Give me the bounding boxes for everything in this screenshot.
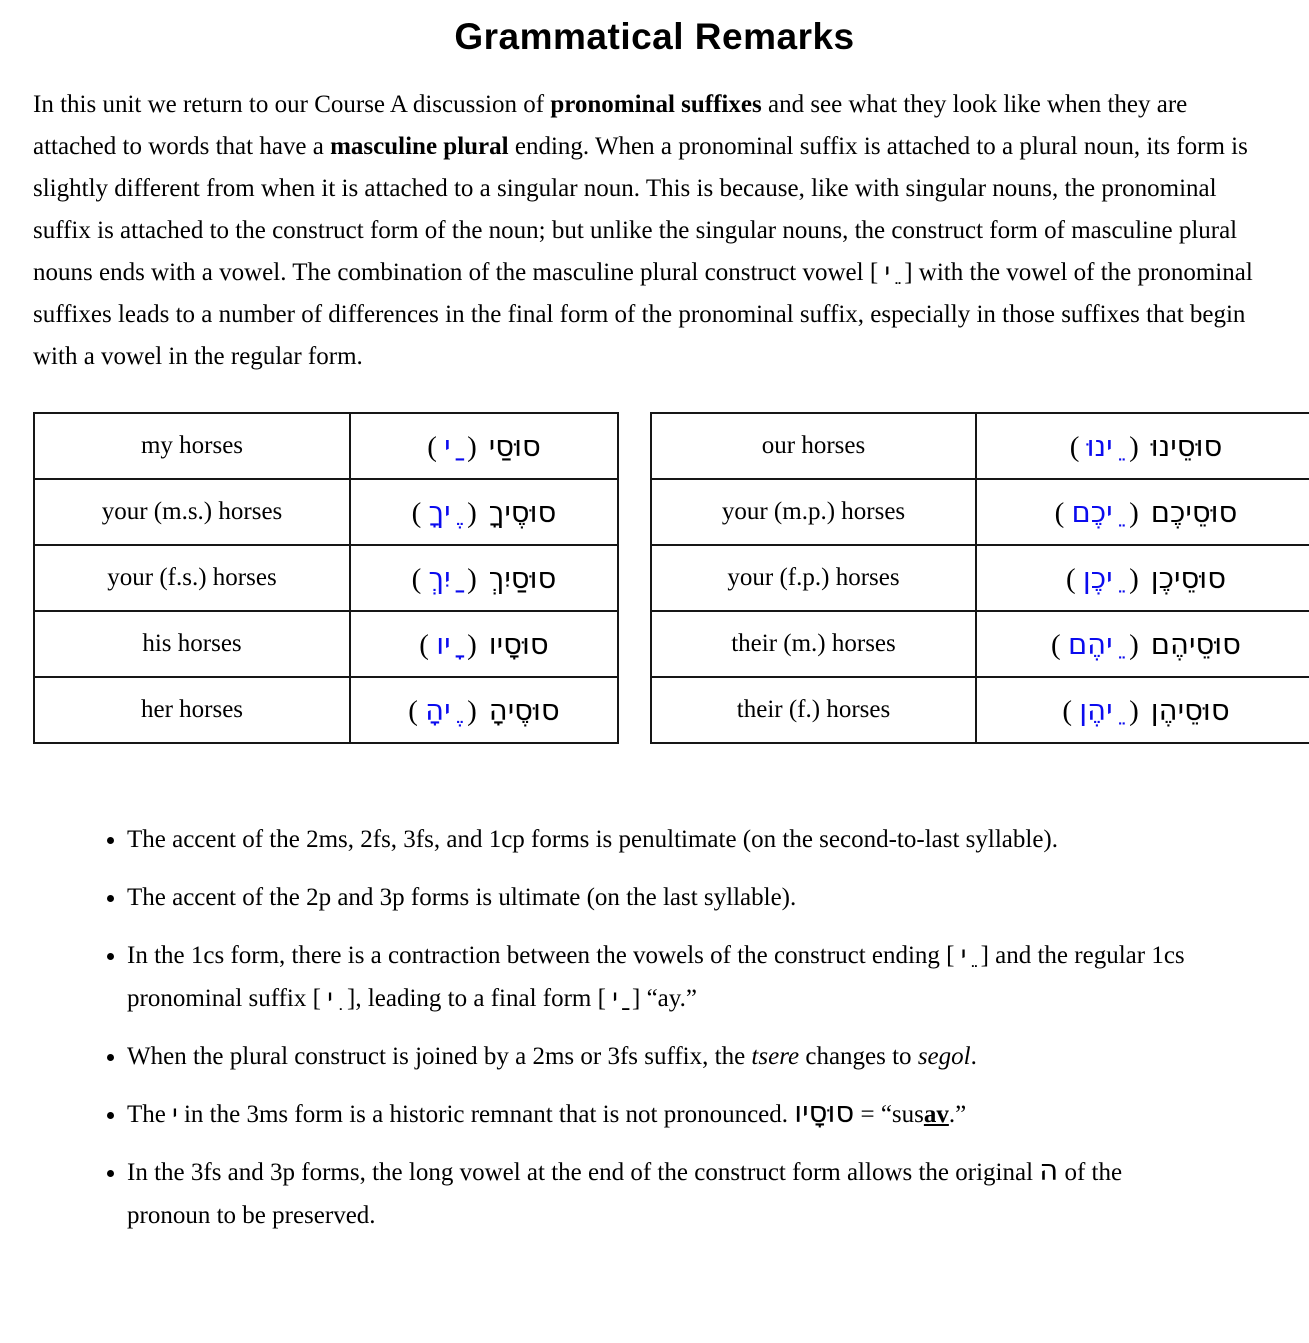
hebrew-form-cell bbox=[976, 545, 1309, 611]
hebrew-form-cell bbox=[350, 611, 618, 677]
hebrew-patach-yod: ַי bbox=[612, 983, 626, 1012]
note-text: The accent of the 2p and 3p forms is ultimate (on the last syllable). bbox=[127, 884, 797, 911]
hebrew-word: סוּסַיִךְ bbox=[488, 560, 557, 595]
hebrew-form-cell bbox=[350, 413, 618, 479]
intro-text: ] with the vowel of the pronominal suffixes leads to a number of differences in the final form of the pronominal suffix, especially in those suffixes that begin with a vowel in the regular form. bbox=[33, 259, 1253, 370]
paren-close: ) bbox=[1121, 430, 1139, 463]
pronoun-label: their (m.) horses bbox=[651, 611, 976, 677]
hebrew-form-cell bbox=[976, 677, 1309, 743]
list-item-1cs-contraction bbox=[127, 934, 1208, 1020]
table-row bbox=[651, 413, 1309, 479]
pronoun-label: his horses bbox=[34, 611, 350, 677]
paren-close: ) bbox=[459, 562, 477, 595]
note-text: ], leading to a final form [ bbox=[340, 985, 613, 1012]
pronoun-label: your (m.s.) horses bbox=[34, 479, 350, 545]
hebrew-form-cell bbox=[350, 677, 618, 743]
note-text: ] and the regular 1cs pronominal suffix [ bbox=[127, 942, 1185, 1012]
table-row bbox=[34, 545, 618, 611]
note-text: ] “ay.” bbox=[625, 985, 697, 1012]
pronoun-label: her horses bbox=[34, 677, 350, 743]
table-row bbox=[34, 479, 618, 545]
hebrew-suffix: ֶיךָ bbox=[428, 494, 460, 529]
list-item-accent-ultimate bbox=[127, 876, 1208, 919]
hebrew-word: סוּסֵינוּ bbox=[1150, 428, 1223, 463]
hebrew-form-cell bbox=[976, 413, 1309, 479]
intro-text: In this unit we return to our Course A discussion of bbox=[33, 91, 551, 118]
note-text: When the plural construct is joined by a 2ms or 3fs suffix, the bbox=[127, 1043, 752, 1070]
hebrew-suffix: ֵיכֶן bbox=[1082, 560, 1122, 595]
note-text: The accent of the 2ms, 2fs, 3fs, and 1cp forms is penultimate (on the second-to-last syllable). bbox=[127, 826, 1058, 853]
hebrew-suffix: ֵיהֶן bbox=[1079, 692, 1122, 727]
table-row bbox=[651, 479, 1309, 545]
paren-close: ) bbox=[459, 430, 477, 463]
note-text: The bbox=[127, 1101, 173, 1128]
note-text: = “sus bbox=[854, 1101, 924, 1128]
table-row bbox=[34, 611, 618, 677]
table-row bbox=[651, 611, 1309, 677]
italic-segol: segol bbox=[917, 1043, 971, 1070]
note-text: In the 3fs and 3p forms, the long vowel at the end of the construct form allows the original bbox=[127, 1159, 1040, 1186]
hebrew-he: ה bbox=[1039, 1153, 1059, 1187]
hebrew-form-cell bbox=[976, 479, 1309, 545]
hebrew-suffix: ֶיהָ bbox=[425, 692, 460, 727]
hebrew-word: סוּסֵיהֶם bbox=[1150, 626, 1241, 661]
hebrew-suffix: ַיִךְ bbox=[428, 560, 460, 595]
list-item-3ms-historic-yod bbox=[127, 1093, 1208, 1136]
pronoun-label: your (f.p.) horses bbox=[651, 545, 976, 611]
paren-open: ( bbox=[1065, 562, 1083, 595]
pronoun-label: their (f.) horses bbox=[651, 677, 976, 743]
table-row bbox=[651, 677, 1309, 743]
hebrew-word: סוּסֵיכֶם bbox=[1150, 494, 1238, 529]
paren-close: ) bbox=[1121, 694, 1139, 727]
note-text: . bbox=[970, 1043, 977, 1070]
singular-possessor-table bbox=[33, 412, 619, 744]
hebrew-word: סוּסֵיהֶן bbox=[1150, 692, 1230, 727]
hebrew-word: סוּסֶיךָ bbox=[488, 494, 557, 529]
paren-open: ( bbox=[1054, 496, 1072, 529]
note-text: In the 1cs form, there is a contraction between the vowels of the construct ending [ bbox=[127, 942, 961, 969]
hebrew-suffix: ָיו bbox=[436, 626, 460, 661]
paren-close: ) bbox=[1121, 496, 1139, 529]
hebrew-construct-vowel: ֵי bbox=[884, 257, 898, 286]
pronoun-label: my horses bbox=[34, 413, 350, 479]
paren-open: ( bbox=[1062, 694, 1080, 727]
paren-close: ) bbox=[459, 496, 477, 529]
hebrew-word: סוּסֶיהָ bbox=[488, 692, 560, 727]
italic-tsere: tsere bbox=[751, 1043, 800, 1070]
paren-close: ) bbox=[1121, 562, 1139, 595]
hebrew-form-cell bbox=[350, 545, 618, 611]
paren-close: ) bbox=[1121, 628, 1139, 661]
pronoun-label: your (m.p.) horses bbox=[651, 479, 976, 545]
pronoun-label: our horses bbox=[651, 413, 976, 479]
list-item-tsere-to-segol bbox=[127, 1035, 1208, 1078]
intro-bold-pronominal-suffixes: pronominal suffixes bbox=[550, 91, 762, 118]
hebrew-suffix: ֵיכֶם bbox=[1071, 494, 1122, 529]
hebrew-susav-word: סוּסָיו bbox=[794, 1095, 855, 1129]
table-row bbox=[651, 545, 1309, 611]
notes-list bbox=[33, 818, 1208, 1237]
note-text: .” bbox=[948, 1101, 967, 1128]
hebrew-yod: י bbox=[172, 1099, 178, 1128]
page-title: Grammatical Remarks bbox=[454, 16, 855, 57]
suffix-tables bbox=[33, 412, 1276, 744]
note-text: in the 3ms form is a historic remnant that is not pronounced. bbox=[177, 1101, 795, 1128]
intro-bold-masculine-plural: masculine plural bbox=[330, 133, 509, 160]
hebrew-word: סוּסָיו bbox=[488, 626, 549, 661]
paren-open: ( bbox=[427, 430, 445, 463]
hebrew-form-cell bbox=[976, 611, 1309, 677]
hebrew-form-cell bbox=[350, 479, 618, 545]
hebrew-hiriq-yod: ִי bbox=[327, 983, 341, 1012]
note-text: changes to bbox=[799, 1043, 918, 1070]
table-row bbox=[34, 413, 618, 479]
list-item-accent-penultimate bbox=[127, 818, 1208, 861]
paren-close: ) bbox=[459, 628, 477, 661]
list-item-3fs-3p-he-preserved bbox=[127, 1151, 1208, 1237]
hebrew-suffix: ֵיהֶם bbox=[1067, 626, 1122, 661]
hebrew-suffix: ַי bbox=[444, 428, 460, 463]
paren-open: ( bbox=[411, 496, 429, 529]
paren-open: ( bbox=[1051, 628, 1068, 661]
paren-open: ( bbox=[408, 694, 426, 727]
intro-text: and see what they look like when they are attached to words that have a bbox=[33, 91, 1188, 160]
note-text: of the pronoun to be preserved. bbox=[127, 1159, 1123, 1229]
paren-open: ( bbox=[411, 562, 429, 595]
paren-open: ( bbox=[419, 628, 437, 661]
bold-underline-av: av bbox=[923, 1101, 949, 1128]
intro-text: ending. When a pronominal suffix is attached to a plural noun, its form is slightly different from when it is attached to a singular noun. This is because, like with singular nouns, the pronominal suffix is attached to the construct form of the noun; but unlike the singular nouns, the construct form of masculine plural nouns ends with a vowel. The combination of the masculine plural construct vowel [ bbox=[33, 133, 1248, 286]
hebrew-word: סוּסֵיכֶן bbox=[1150, 560, 1227, 595]
hebrew-tsere-yod: ֵי bbox=[960, 940, 975, 969]
table-row bbox=[34, 677, 618, 743]
paren-close: ) bbox=[459, 694, 477, 727]
plural-possessor-table bbox=[650, 412, 1309, 744]
hebrew-suffix: ֵינוּ bbox=[1086, 428, 1122, 463]
intro-paragraph bbox=[33, 84, 1276, 378]
pronoun-label: your (f.s.) horses bbox=[34, 545, 350, 611]
hebrew-word: סוּסַי bbox=[488, 428, 541, 463]
paren-open: ( bbox=[1069, 430, 1087, 463]
document-page bbox=[0, 14, 1309, 1237]
